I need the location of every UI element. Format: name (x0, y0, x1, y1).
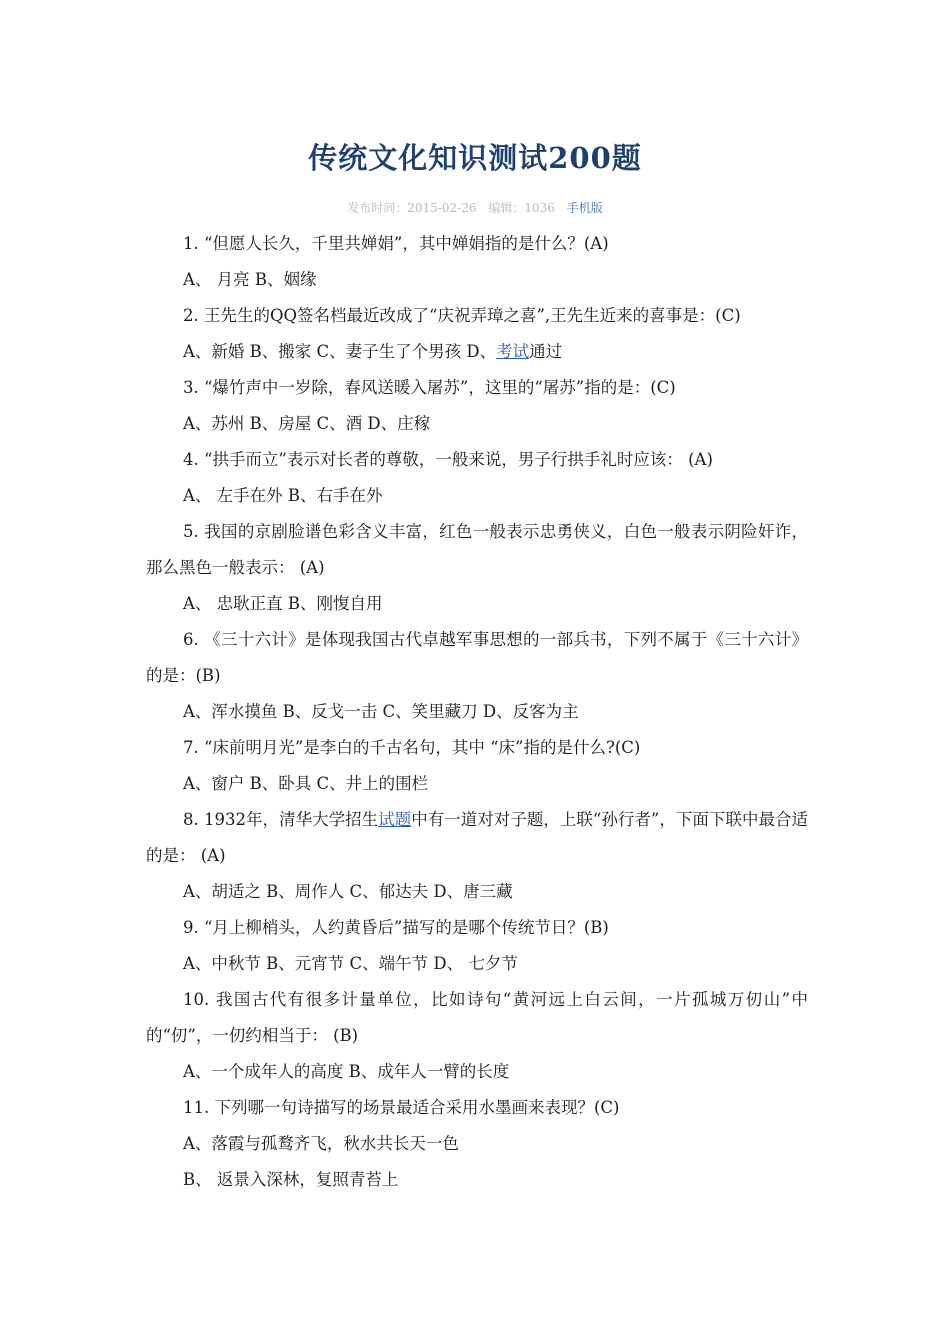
question-5: 5. 我国的京剧脸谱色彩含义丰富，红色一般表示忠勇侠义，白色一般表示阴险奸诈，那么黑色一般表示： (A) (146, 522, 808, 577)
question-9-options: A、中秋节 B、元宵节 C、端午节 D、 七夕节 (183, 954, 518, 973)
question-8-options: A、胡适之 B、周作人 C、郁达夫 D、唐三藏 (183, 882, 513, 901)
question-2-options (146, 334, 808, 370)
question-11-option-a: A、落霞与孤鹜齐飞，秋水共长天一色 (183, 1134, 459, 1153)
question-10-options: A、一个成年人的高度 B、成年人一臂的长度 (183, 1062, 510, 1081)
question-10: 10. 我国古代有很多计量单位，比如诗句“黄河远上白云间，一片孤城万仞山”中的“仞”，一仞约相当于： (B) (146, 990, 808, 1045)
question-7-options: A、窗户 B、卧具 C、井上的围栏 (183, 774, 429, 793)
question-4-options: A、 左手在外 B、右手在外 (183, 486, 383, 505)
mobile-version-link[interactable]: 手机版 (566, 201, 603, 215)
question-2: 2. 王先生的QQ签名档最近改成了“庆祝弄璋之喜”,王先生近来的喜事是：(C) (183, 306, 741, 325)
page-title: 传统文化知识测试200题 (308, 141, 642, 175)
options-text-tail: 通过 (529, 342, 563, 361)
exam-question-link[interactable]: 试题 (378, 810, 412, 829)
question-1: 1. “但愿人长久，千里共婵娟”，其中婵娟指的是什么？(A) (183, 234, 609, 253)
question-6-options: A、浑水摸鱼 B、反戈一击 C、笑里藏刀 D、反客为主 (183, 702, 579, 721)
options-text: A、新婚 B、搬家 C、妻子生了个男孩 D、 (183, 342, 497, 361)
publish-date: 发布时间：2015-02-26 (347, 201, 477, 215)
question-text: 8. 1932年，清华大学招生 (183, 810, 379, 829)
question-11: 11. 下列哪一句诗描写的场景最适合采用水墨画来表现？(C) (183, 1098, 620, 1117)
question-3: 3. “爆竹声中一岁除，春风送暖入屠苏”，这里的“屠苏”指的是：(C) (183, 378, 676, 397)
question-6: 6. 《三十六计》是体现我国古代卓越军事思想的一部兵书，下列不属于《三十六计》的是：(B) (146, 630, 808, 685)
question-1-options: A、 月亮 B、姻缘 (183, 270, 317, 289)
question-11-option-b: B、 返景入深林，复照青苔上 (183, 1170, 399, 1189)
question-8 (146, 802, 808, 874)
question-9: 9. “月上柳梢头，人约黄昏后”描写的是哪个传统节日？(B) (183, 918, 609, 937)
article-body (146, 226, 808, 1198)
question-5-options: A、 忠耿正直 B、刚愎自用 (183, 594, 383, 613)
article-meta (0, 199, 950, 216)
exam-link[interactable]: 考试 (496, 342, 530, 361)
question-7: 7. “床前明月光”是李白的千古名句，其中 “床”指的是什么?(C) (183, 738, 641, 757)
question-4: 4. “拱手而立”表示对长者的尊敬，一般来说，男子行拱手礼时应该： (A) (183, 450, 713, 469)
editor-id: 编辑：1036 (488, 201, 555, 215)
question-3-options: A、苏州 B、房屋 C、酒 D、庄稼 (183, 414, 431, 433)
question-text-tail: 中有一道对对子题，上联“孙行者”，下面下联中最合适的是： (A) (146, 810, 809, 865)
